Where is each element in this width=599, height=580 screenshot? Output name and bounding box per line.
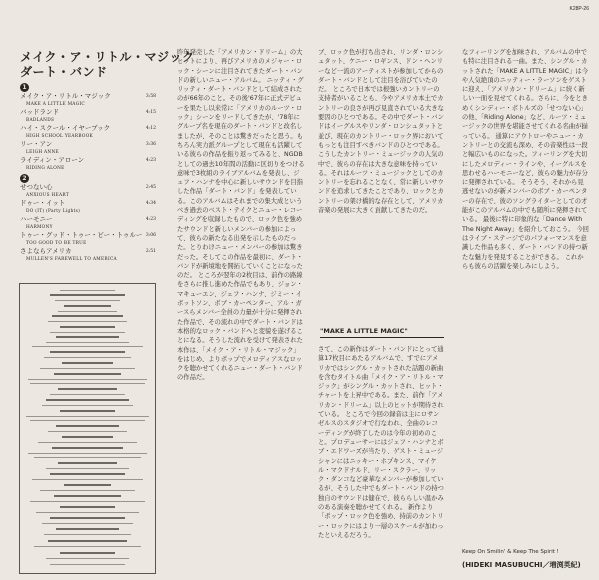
track-title: バッドランド bbox=[20, 108, 59, 116]
track-2-2 bbox=[20, 200, 156, 215]
track-title-en: LEIGH ANNE bbox=[26, 150, 59, 155]
track-title-en: ANXIOUS HEART bbox=[26, 193, 69, 198]
track-title: ハーモニー bbox=[20, 215, 53, 223]
track-title: せつない心 bbox=[20, 183, 53, 191]
liner-notes-column-2: ブ、ロック色が打ち出され、リンダ・ロンシュタット、ケニー・ロギンス、ドン・ヘンリーなど一流のアーティストが参加してからのダート・バンドとして注目を浴びていたのだ。 ところで日本では根強いカントリーの支持者がいることも、今やアメリカ本土でカントリーの良さが再び見直されている大きな要因のひとつである。その中でダート・バンドはイーグルスやリンダ・ロンシュタットと並び、現在のカントリー・ロック界においてもっとも注目すべきバンドのひとつである。 こうしたカントリー・ミュージックの人気の中で、彼らの存在は大きな意味を持っている。それはルーツ・ミュージックとしてのカントリーを忘れることなく、常に新しいサウンドを追求してきたことであり、ロックとカントリーの架け橋的な存在として、アメリカ音楽の発展に大きく貢献してきたのだ。 bbox=[318, 49, 444, 215]
liner-notes-column-1: 昨年発売した「アメリカン・ドリーム」の大ヒットにより、再びアメリカのメジャー・ロック・シーンに注目されてきたダート・バンドの新しいニュー・アルバム。 ニッティ・グリッティ・ダート・バンドとして結成されたのが66年のこと。その後'67年に正式デビューを果たし以来常に「アメリカのルーツ・ロック」シーンをリードしてきたが、'78年にグループ名を現在のダート・バンドと改名しましたが、そのことは驚きだったと思う。もちろん実力派グループとして現在も活躍している彼らの作品を振り返ってみると、NGDBとしての過去10年間の活動に区切りをつける意味で3枚組のライブアルバムを発表し、ジェフ・ハンナを中心に新しいサウンドを目指した作品「ダート・バンド」を発表している。このアルバムはそれまでの集大成というべき過去のベスト・テイクとニュー・レコーディングを収録したもので、ロック色を強めたサウンドと新しいメンバーの参加によって、彼らの新たなる出発を示したものだった。とりわけニュー・メンバーの参加は驚きだった。そしてこの作品を最初に、ダート・バンドが新境地を開拓していくことになったのだ。 ところが翌年の2枚目は、前作の路線をさらに推し進めた作品でもあり、ジョン・マキューエン、ジェフ・ハンナ、ジミー・イボットソン、ボブ・カーペンター、アル・ガースらメンバー全員の力量が十分に発揮された作品で、その流れの中でダート・バンドは本格的なロック・バンドへと変貌を遂げることになる。そうした流れを受けて発表された本作は、「メイク・ア・リトル・マジック」をはじめ、よりポップでメロディアスなロックを聴かせてくれるニュー・ダート・バンドの作品だ。 bbox=[177, 49, 305, 382]
track-time: 4:23 bbox=[145, 158, 156, 163]
track-title-en: MAKE A LITTLE MAGIC bbox=[26, 102, 86, 107]
track-title-en: TOO GOOD TO BE TRUE bbox=[26, 241, 87, 246]
track-2-1 bbox=[20, 184, 156, 199]
album-title bbox=[20, 50, 195, 80]
track-title-en: HARMONY bbox=[26, 225, 53, 230]
track-title: ライディン・アローン bbox=[20, 156, 85, 164]
track-time: 4:34 bbox=[145, 201, 156, 206]
track-1-3 bbox=[20, 125, 156, 140]
track-title-en: HIGH SCHOOL YEARBOOK bbox=[26, 134, 94, 139]
closing-motto: Keep On Smilin' & Keep The Spirit ! bbox=[462, 549, 559, 555]
track-time: 3:36 bbox=[145, 142, 156, 147]
track-title: メイク・ア・リトル・マジック bbox=[20, 92, 111, 100]
track-time: 4:15 bbox=[145, 110, 156, 115]
track-title-en: RIDING ALONE bbox=[26, 166, 65, 171]
track-1-2 bbox=[20, 109, 156, 124]
track-time: 3:58 bbox=[145, 94, 156, 99]
track-time: 4:12 bbox=[145, 126, 156, 131]
track-time: 3:06 bbox=[145, 233, 156, 238]
track-1-5 bbox=[20, 157, 156, 172]
track-time: 2:45 bbox=[145, 185, 156, 190]
track-2-3 bbox=[20, 216, 156, 231]
track-1-1 bbox=[20, 93, 156, 108]
track-title: トゥー・グッド・トゥー・ビー・トゥルー bbox=[20, 231, 143, 239]
track-2-4 bbox=[20, 232, 156, 247]
section-heading: "MAKE A LITTLE MAGIC" bbox=[320, 327, 444, 338]
track-title: ハイ・スクール・イヤーブック bbox=[20, 124, 111, 132]
author-signature: (HIDEKI MASUBUCHI／増渕英紀) bbox=[462, 561, 581, 569]
album-title-line2: ダート・バンド bbox=[20, 65, 108, 79]
track-title-en: DO (IT) (Party Lights) bbox=[26, 209, 81, 214]
track-title: ドゥー・イット bbox=[20, 199, 66, 207]
liner-notes-column-3: なフィーリングを加味され、アルバムの中でも特に注目される一曲。また、シングル・カットされた「MAKE A LITTLE MAGIC」は今や人気絶頂のニッティー・ラーソンをゲストに迎え、「アメリカン・ドリーム」に続く新しい一面を見せてくれる。さらに、今をときめくシンディー・ボトルズの「せつない心」の他、「Riding Alone」など、ルーツ・ミュージックの世界を堪能させてくれる名曲が揃っている。 通算にアウトローやニュー・カントリーとの交流も深め、その音楽性は一段と幅広いものになった。フィーリングを大切にしたメロディー・ラインや、イーグルスを思わせるハーモニーなど、彼らの魅力が存分に発揮されている。 そうそう、それから見逃せないのが新メンバーのボブ・カーペンターの存在で、彼のソングライターとしての才能がこのアルバムの中でも随所に発揮されている。 最後に特に印象的な「Dance With The Night Away」を紹介しておこう。 今回はライブ・ステージでのパフォーマンスを意識した作品も多く、ダート・バンドの持つ新たな魅力を発見することができる。 これからも彼らの活躍を楽しみにしよう。 bbox=[462, 49, 589, 270]
track-2-5 bbox=[20, 248, 156, 263]
track-title-en: MULLEN'S FAREWELL TO AMERICA bbox=[26, 257, 117, 262]
side-2-marker: 2 bbox=[20, 174, 29, 183]
album-title-line1: メイク・ア・リトル・マジック bbox=[20, 50, 195, 64]
track-1-4 bbox=[20, 141, 156, 156]
side-1-marker: 1 bbox=[20, 83, 29, 92]
track-time: 4:23 bbox=[145, 217, 156, 222]
track-time: 2:51 bbox=[145, 249, 156, 254]
track-title-en: BADLANDS bbox=[26, 118, 55, 123]
track-title: リー・アン bbox=[20, 140, 53, 148]
track-title: さよならアメリカ bbox=[20, 247, 72, 255]
catalog-number: K28P-26 bbox=[569, 6, 589, 12]
credits-box bbox=[19, 283, 156, 574]
liner-notes-column-2b: さて、この新作はダート・バンドにとって通算17枚目にあたるアルバムで、すでにアメリカではシングル・カットされた話題の新曲を含むタイトル曲「メイク・ア・リトル・マジック」がシングル・カットされ、ヒット・チャートを上昇中である。また、前作「アメリカン・ドリーム」以上のヒットが期待されている。 ところで今回の録音は主にロサンゼルスのスタジオで行なわれ、全曲のレコーディングが終了したのは今年の初めのこと。プロデューサーにはジェフ・ハンナとボブ・エドワーズが当たり、ゲスト・ミュージシャンにはニッキー・ホプキンス、マイケル・マクドナルド、リー・スクラー、リック・ダンコなど豪華なメンバーが参加しているが、そうした中でもダート・バンドの持つ独自のサウンドは健在で、彼ららしい温かみのある演奏を聴かせてくれる。 新作より「ポップ・ロック色を強め、持前のカントリー・ロックにはより一層のスケールが加わったといえるだろう。 bbox=[318, 346, 444, 539]
